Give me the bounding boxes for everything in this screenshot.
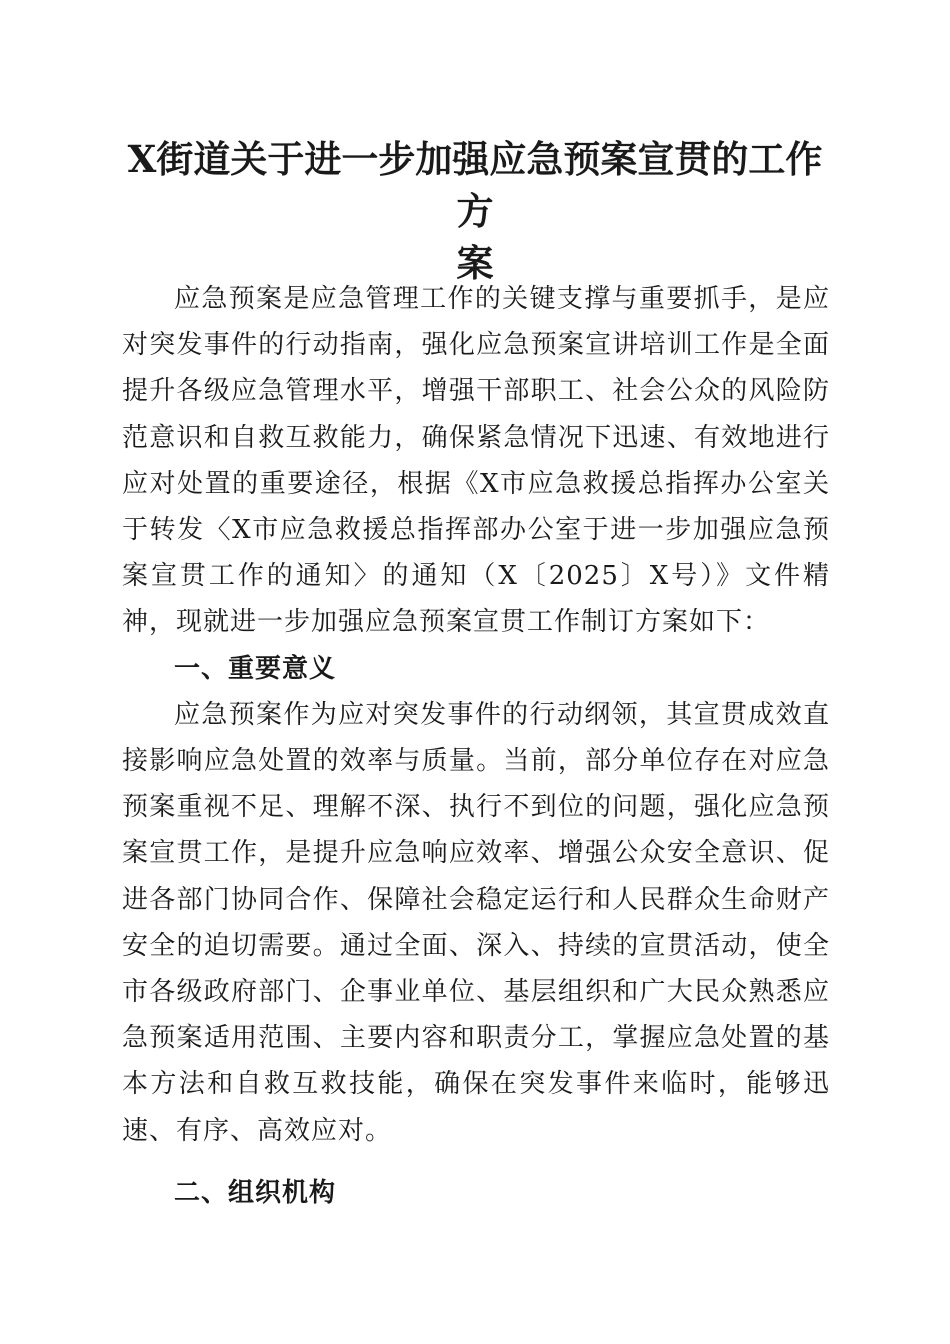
section-heading-significance: 一、重要意义	[174, 653, 337, 684]
title-line-1: X街道关于进一步加强应急预案宣贯的工作方	[127, 137, 823, 233]
document-body	[122, 276, 830, 1216]
document-title	[110, 133, 840, 289]
section-heading-organization: 二、组织机构	[174, 1177, 337, 1208]
title-line-2: 案	[456, 241, 494, 285]
intro-paragraph: 应急预案是应急管理工作的关键支撑与重要抓手，是应对突发事件的行动指南，强化应急预案宣讲培训工作是全面提升各级应急管理水平，增强干部职工、社会公众的风险防范意识和自救互救能力，确保紧急情况下迅速、有效地进行应对处置的重要途径，根据《X市应急救援总指挥办公室关于转发〈X市应急救援总指挥部办公室于进一步加强应急预案宣贯工作的通知〉的通知（X〔2025〕X号）》文件精神，现就进一步加强应急预案宣贯工作制订方案如下：	[122, 284, 830, 638]
significance-paragraph: 应急预案作为应对突发事件的行动纲领，其宣贯成效直接影响应急处置的效率与质量。当前，部分单位存在对应急预案重视不足、理解不深、执行不到位的问题，强化应急预案宣贯工作，是提升应急响应效率、增强公众安全意识、促进各部门协同合作、保障社会稳定运行和人民群众生命财产安全的迫切需要。通过全面、深入、持续的宣贯活动，使全市各级政府部门、企事业单位、基层组织和广大民众熟悉应急预案适用范围、主要内容和职责分工，掌握应急处置的基本方法和自救互救技能，确保在突发事件来临时，能够迅速、有序、高效应对。	[122, 699, 830, 1146]
